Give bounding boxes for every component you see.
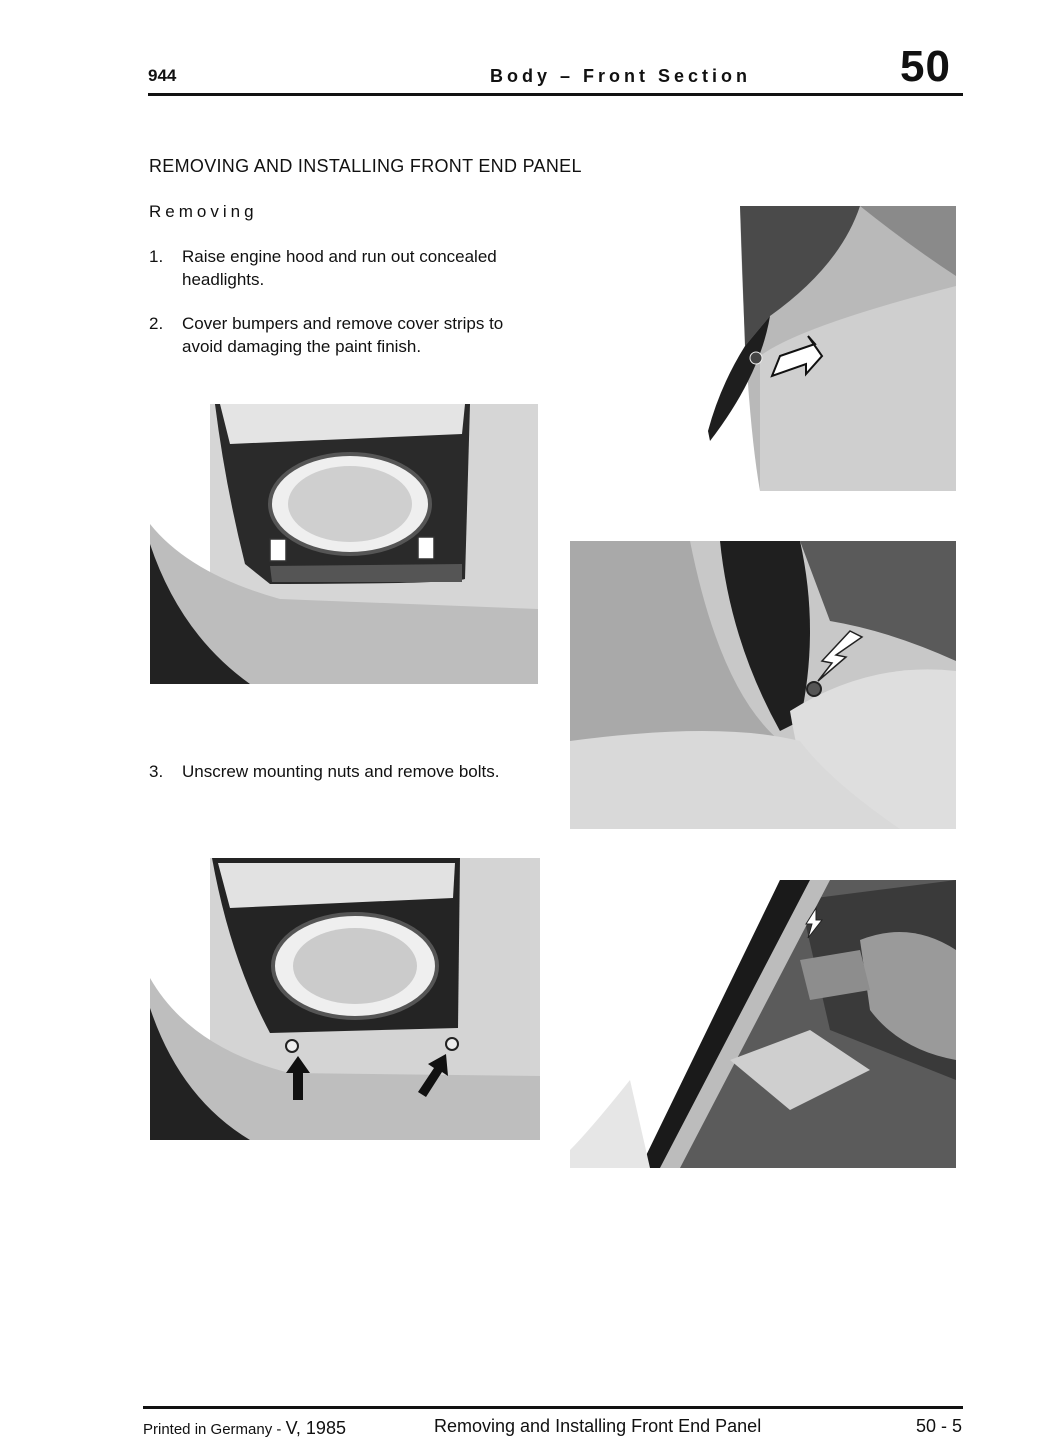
header-rule bbox=[148, 93, 963, 96]
step-number: 1. bbox=[149, 247, 164, 266]
page-group-number: 50 bbox=[900, 42, 951, 91]
page-model: 944 bbox=[148, 66, 177, 85]
section-subtitle: Removing bbox=[149, 202, 258, 221]
photo-headlight-cover bbox=[150, 404, 538, 684]
photo-housing-bolt bbox=[570, 541, 956, 829]
step-number: 3. bbox=[149, 762, 164, 781]
page-section-title: Body – Front Section bbox=[490, 66, 752, 86]
step-text: Unscrew mounting nuts and remove bolts. bbox=[182, 762, 500, 781]
step-1 bbox=[149, 245, 589, 295]
step-text: Cover bumpers and remove cover strips to avoid damaging the paint finish. bbox=[182, 314, 504, 356]
footer-title: Removing and Installing Front End Panel bbox=[434, 1416, 762, 1436]
photo-mounting-nuts bbox=[150, 858, 540, 1140]
footer-edition: V, 1985 bbox=[285, 1418, 346, 1438]
step-number: 2. bbox=[149, 314, 164, 333]
footer-rule bbox=[143, 1406, 963, 1409]
photo-fender-edge bbox=[570, 206, 956, 491]
footer-printed-label: Printed in Germany - bbox=[143, 1421, 282, 1438]
photo-engine-bay bbox=[570, 880, 956, 1168]
page-title: REMOVING AND INSTALLING FRONT END PANEL bbox=[149, 156, 582, 176]
step-3 bbox=[149, 760, 589, 810]
page-number: 50 - 5 bbox=[916, 1416, 963, 1436]
footer-printed bbox=[143, 1418, 346, 1439]
step-text: Raise engine hood and run out concealed headlights. bbox=[182, 247, 497, 289]
step-2 bbox=[149, 312, 589, 362]
